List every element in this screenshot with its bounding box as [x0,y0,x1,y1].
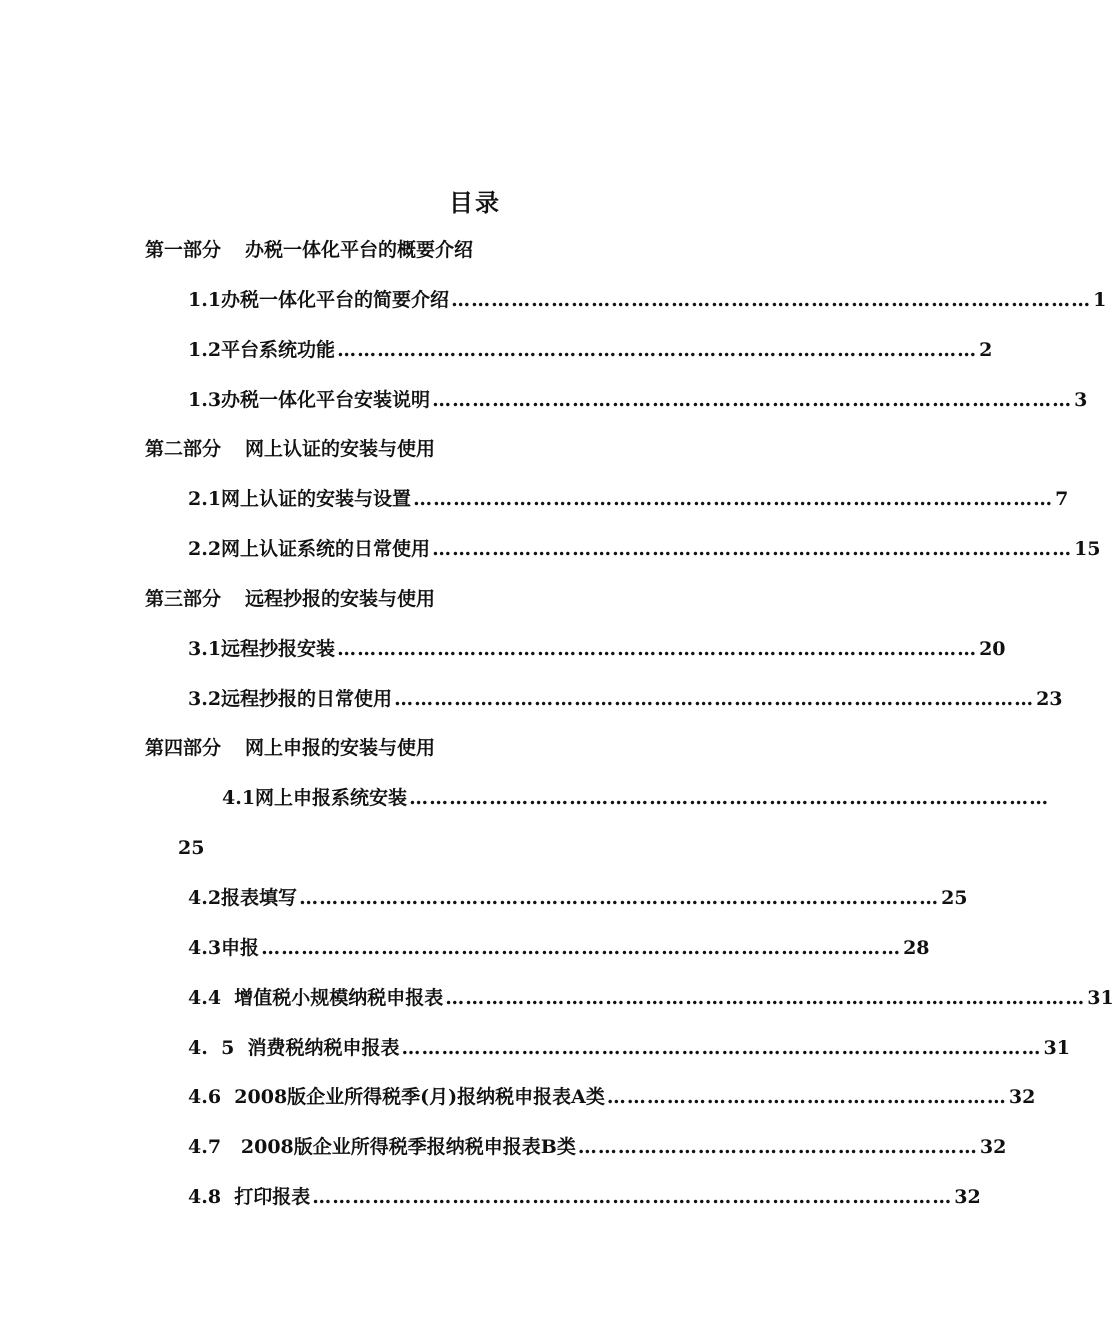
toc-entry-4-6[interactable] [188,1082,1036,1112]
toc-title: 目录 [449,188,501,217]
page-number: 2 [979,339,993,361]
page-number: 32 [954,1186,981,1208]
entry-text: 4.4 增值税小规模纳税申报表 [188,987,444,1009]
entry-text: 1.3办税一体化平台安装说明 [188,389,431,411]
toc-entry-4-2[interactable] [188,883,968,913]
part-label: 第二部分 [145,438,222,460]
page-number: 25 [941,887,968,909]
toc-entry-4-4[interactable] [188,983,1114,1013]
toc-entry-4-3[interactable] [188,933,930,963]
page-number: 20 [979,638,1006,660]
leader-dots: …………………………………………………… [577,1136,978,1158]
leader-dots: …………………………………………………………………………………… [299,887,940,909]
leader-dots: …………………………………………………………………………………… [451,289,1092,311]
part-name: 网上认证的安装与使用 [245,438,436,460]
leader-dots: …………………………………………………………………………………… [409,787,1050,809]
leader-dots: …………………………………………………………………………………… [337,638,978,660]
entry-text: 4.2报表填写 [188,887,298,909]
part-label: 第一部分 [145,239,222,261]
entry-text: 2.1网上认证的安装与设置 [188,488,412,510]
entry-text: 4.7 2008版企业所得税季报纳税申报表B类 [188,1136,576,1158]
entry-text: 1.1办税一体化平台的简要介绍 [188,289,450,311]
toc-entry-1-3[interactable] [188,385,1088,415]
page-number: 28 [903,937,930,959]
page-number: 23 [1036,688,1063,710]
toc-entry-4-8[interactable] [188,1182,981,1212]
part-heading-2 [145,434,435,464]
page-number: 15 [1074,538,1101,560]
entry-text: 4.6 2008版企业所得税季(月)报纳税申报表A类 [188,1086,605,1108]
toc-entry-4-1-page [178,833,204,863]
leader-dots: …………………………………………………………………………………… [401,1037,1042,1059]
toc-entry-1-1[interactable] [188,285,1107,315]
part-name: 远程抄报的安装与使用 [245,588,436,610]
page-number: 32 [1008,1086,1036,1108]
toc-entry-4-5[interactable] [188,1033,1070,1063]
toc-entry-2-2[interactable] [188,534,1101,564]
leader-dots: …………………………………………………………………………………… [432,389,1073,411]
toc-entry-2-1[interactable] [188,484,1069,514]
entry-text: 4.1网上申报系统安装 [222,787,408,809]
toc-entry-3-2[interactable] [188,684,1063,714]
page-number: 31 [1087,987,1114,1009]
page-number: 31 [1043,1037,1070,1059]
page-number: 7 [1055,488,1069,510]
leader-dots: …………………………………………………………………………………… [312,1186,953,1208]
entry-text: 4.3申报 [188,937,260,959]
leader-dots: …………………………………………………………………………………… [394,688,1035,710]
entry-text: 4.8 打印报表 [188,1186,311,1208]
part-name: 网上申报的安装与使用 [245,737,436,759]
page-number: 3 [1074,389,1088,411]
page-number: 1 [1093,289,1107,311]
part-heading-4 [145,733,435,763]
part-heading-1 [145,235,473,265]
toc-entry-1-2[interactable] [188,335,993,365]
entry-text: 3.2远程抄报的日常使用 [188,688,393,710]
part-label: 第三部分 [145,588,222,610]
toc-entry-4-7[interactable] [188,1132,1007,1162]
entry-text: 3.1远程抄报安装 [188,638,336,660]
leader-dots: …………………………………………………………………………………… [337,339,978,361]
toc-entry-3-1[interactable] [188,634,1006,664]
page-number: 32 [979,1136,1007,1158]
entry-text: 4. 5 消费税纳税申报表 [188,1037,400,1059]
entry-text: 1.2平台系统功能 [188,339,336,361]
leader-dots: …………………………………………………… [606,1086,1007,1108]
part-heading-3 [145,584,435,614]
leader-dots: …………………………………………………………………………………… [432,538,1073,560]
entry-text: 2.2网上认证系统的日常使用 [188,538,431,560]
leader-dots: …………………………………………………………………………………… [261,937,902,959]
part-name: 办税一体化平台的概要介绍 [245,239,474,261]
leader-dots: …………………………………………………………………………………… [445,987,1086,1009]
page-number: 25 [178,837,205,859]
leader-dots: …………………………………………………………………………………… [413,488,1054,510]
part-label: 第四部分 [145,737,222,759]
toc-entry-4-1[interactable] [222,783,1050,813]
